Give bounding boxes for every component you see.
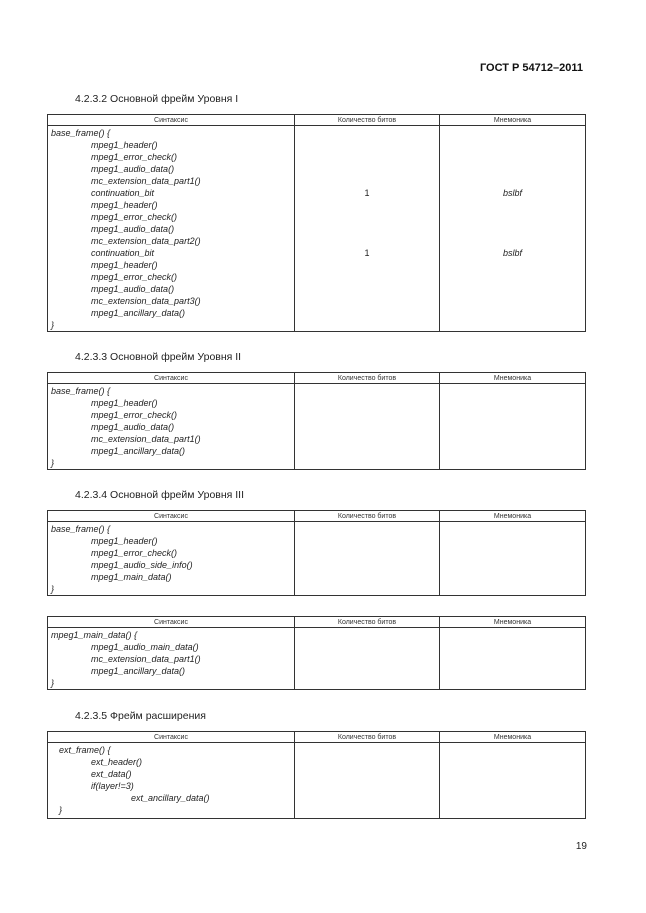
- syntax-line: mpeg1_header(): [91, 140, 158, 150]
- mnemonic-value: [440, 295, 585, 307]
- mnemonic-cell: [440, 743, 586, 819]
- bits-value: [295, 259, 439, 271]
- section-title: 4.2.3.2 Основной фрейм Уровня I: [75, 93, 239, 105]
- section-title: 4.2.3.3 Основной фрейм Уровня II: [75, 351, 242, 363]
- syntax-line: mpeg1_header(): [91, 536, 158, 546]
- syntax-line: mc_extension_data_part1(): [91, 176, 201, 186]
- syntax-line: }: [59, 805, 63, 815]
- syntax-line: mpeg1_ancillary_data(): [91, 308, 186, 318]
- bits-value: [295, 295, 439, 307]
- mnemonic-value: [440, 139, 585, 151]
- syntax-line: mpeg1_main_data() {: [51, 630, 138, 640]
- syntax-line: }: [51, 678, 55, 688]
- bits-value: [295, 283, 439, 295]
- column-header-mnemonic: Мнемоника: [440, 617, 586, 628]
- syntax-line: mpeg1_error_check(): [91, 272, 178, 282]
- mnemonic-cell: [440, 126, 586, 332]
- syntax-line: mpeg1_audio_data(): [91, 422, 175, 432]
- mnemonic-value: [440, 235, 585, 247]
- syntax-line: if(layer!=3): [91, 781, 134, 791]
- mnemonic-value: [440, 259, 585, 271]
- syntax-line: mc_extension_data_part1(): [91, 434, 201, 444]
- syntax-cell: [48, 522, 295, 596]
- syntax-line: mpeg1_audio_side_info(): [91, 560, 193, 570]
- mnemonic-value: [440, 163, 585, 175]
- mnemonic-value: [440, 283, 585, 295]
- mnemonic-value: [440, 319, 585, 331]
- syntax-line: mpeg1_audio_main_data(): [91, 642, 199, 652]
- column-header-bits: Количество битов: [295, 732, 440, 743]
- bits-value: [295, 211, 439, 223]
- mnemonic-value: [440, 175, 585, 187]
- column-header-syntax: Синтаксис: [48, 732, 295, 743]
- bits-cell: [295, 384, 440, 470]
- syntax-table: [47, 114, 586, 332]
- bits-value: [295, 139, 439, 151]
- bits-value: [295, 127, 439, 139]
- column-header-syntax: Синтаксис: [48, 373, 295, 384]
- syntax-line: }: [51, 584, 55, 594]
- bits-cell: [295, 126, 440, 332]
- syntax-line: ext_ancillary_data(): [131, 793, 210, 803]
- bits-value: 1: [364, 188, 370, 198]
- column-header-mnemonic: Мнемоника: [440, 511, 586, 522]
- mnemonic-value: [440, 127, 585, 139]
- mnemonic-value: bslbf: [502, 188, 522, 198]
- bits-cell: [295, 743, 440, 819]
- mnemonic-value: [440, 523, 585, 535]
- mnemonic-value: [440, 211, 585, 223]
- bits-cell: [295, 628, 440, 690]
- column-header-bits: Количество битов: [295, 617, 440, 628]
- mnemonic-value: bslbf: [502, 248, 522, 258]
- mnemonic-value: [440, 744, 585, 756]
- syntax-line: mpeg1_error_check(): [91, 548, 178, 558]
- syntax-line: base_frame() {: [51, 524, 111, 534]
- bits-value: 1: [364, 248, 370, 258]
- bits-value: [295, 199, 439, 211]
- syntax-line: mpeg1_header(): [91, 260, 158, 270]
- syntax-line: mc_extension_data_part3(): [91, 296, 201, 306]
- syntax-line: ext_data(): [91, 769, 132, 779]
- mnemonic-cell: [440, 384, 586, 470]
- mnemonic-value: [440, 199, 585, 211]
- mnemonic-value: [440, 307, 585, 319]
- syntax-line: mpeg1_error_check(): [91, 410, 178, 420]
- syntax-table: [47, 616, 586, 690]
- syntax-line: mpeg1_ancillary_data(): [91, 666, 186, 676]
- mnemonic-cell: [440, 628, 586, 690]
- bits-value: [295, 223, 439, 235]
- syntax-line: base_frame() {: [51, 386, 111, 396]
- section-title: 4.2.3.5 Фрейм расширения: [75, 710, 206, 722]
- mnemonic-value: [440, 271, 585, 283]
- syntax-line: mpeg1_audio_data(): [91, 284, 175, 294]
- syntax-line: mpeg1_audio_data(): [91, 164, 175, 174]
- bits-value: [295, 271, 439, 283]
- syntax-line: base_frame() {: [51, 128, 111, 138]
- syntax-line: mc_extension_data_part1(): [91, 654, 201, 664]
- syntax-table: [47, 510, 586, 596]
- column-header-mnemonic: Мнемоника: [440, 115, 586, 126]
- page-number: 19: [575, 841, 587, 852]
- syntax-line: mc_extension_data_part2(): [91, 236, 201, 246]
- syntax-line: continuation_bit: [91, 248, 155, 258]
- mnemonic-value: [440, 385, 585, 397]
- syntax-line: mpeg1_audio_data(): [91, 224, 175, 234]
- mnemonic-value: [440, 151, 585, 163]
- bits-value: [295, 319, 439, 331]
- bits-value: [295, 523, 439, 535]
- syntax-line: mpeg1_error_check(): [91, 212, 178, 222]
- syntax-line: mpeg1_main_data(): [91, 572, 172, 582]
- document-header: ГОСТ Р 54712–2011: [479, 62, 583, 74]
- syntax-line: }: [51, 320, 55, 330]
- column-header-mnemonic: Мнемоника: [440, 732, 586, 743]
- column-header-mnemonic: Мнемоника: [440, 373, 586, 384]
- mnemonic-cell: [440, 522, 586, 596]
- column-header-bits: Количество битов: [295, 511, 440, 522]
- bits-value: [295, 744, 439, 756]
- syntax-cell: [48, 384, 295, 470]
- syntax-line: continuation_bit: [91, 188, 155, 198]
- syntax-line: ext_frame() {: [59, 745, 111, 755]
- column-header-syntax: Синтаксис: [48, 115, 295, 126]
- bits-value: [295, 307, 439, 319]
- column-header-syntax: Синтаксис: [48, 511, 295, 522]
- column-header-bits: Количество битов: [295, 373, 440, 384]
- mnemonic-value: [440, 223, 585, 235]
- bits-cell: [295, 522, 440, 596]
- bits-value: [295, 385, 439, 397]
- syntax-line: mpeg1_error_check(): [91, 152, 178, 162]
- bits-value: [295, 235, 439, 247]
- bits-value: [295, 151, 439, 163]
- syntax-cell: [48, 126, 295, 332]
- column-header-syntax: Синтаксис: [48, 617, 295, 628]
- syntax-line: mpeg1_ancillary_data(): [91, 446, 186, 456]
- mnemonic-value: [440, 629, 585, 641]
- syntax-line: mpeg1_header(): [91, 398, 158, 408]
- syntax-line: ext_header(): [91, 757, 143, 767]
- column-header-bits: Количество битов: [295, 115, 440, 126]
- syntax-table: [47, 372, 586, 470]
- section-title: 4.2.3.4 Основной фрейм Уровня III: [75, 489, 245, 501]
- bits-value: [295, 175, 439, 187]
- syntax-table: [47, 731, 586, 819]
- syntax-line: mpeg1_header(): [91, 200, 158, 210]
- syntax-cell: [48, 743, 295, 819]
- bits-value: [295, 629, 439, 641]
- syntax-cell: [48, 628, 295, 690]
- bits-value: [295, 163, 439, 175]
- syntax-line: }: [51, 458, 55, 468]
